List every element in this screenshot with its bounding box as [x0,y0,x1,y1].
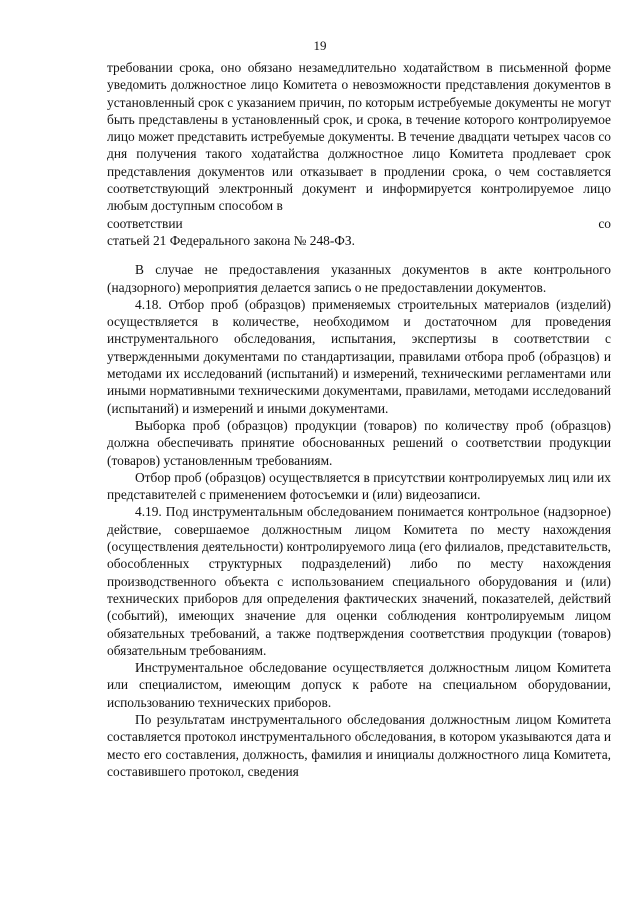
paragraph-inspection-performer: Инструментальное обследование осуществляется должностным лицом Комитета или специалистом, имеющим допуск к работе на специальном оборудовании, использованию технических приборов. [107,660,611,710]
paragraph-law-reference: статьей 21 Федерального закона № 248-ФЗ. [107,232,355,248]
paragraph-4-18-sampling: 4.18. Отбор проб (образцов) применяемых строительных материалов (изделий) осуществляется в количестве, необходимом и достаточном для проведения инструментального обследования, испытания, экспертизы в соответствии с утвержденными документами по стандартизации, правилами отбора проб (образцов) и методами их исследований (испытаний) и измерений, техническими регламентами или иными нормативными техническими документами, правилами, методами исследований (испытаний) и измерений и иными документами. [107,296,611,416]
document-body [107,59,611,780]
paragraph-sample-selection: Выборка проб (образцов) продукции (товаров) по количеству проб (образцов) должна обеспечивать принятие обоснованных решений о соответствии продукции (товаров) установленным требованиям. [107,417,611,468]
split-line-right: со [598,215,611,231]
paragraph-inspection-protocol: По результатам инструментального обследования должностным лицом Комитета составляется протокол инструментального обследования, в котором указываются дата и место его составления, должность, фамилия и инициалы должностного лица Комитета, составившего протокол, сведения [107,711,611,779]
paragraph-sampling-presence: Отбор проб (образцов) осуществляется в присутствии контролируемых лиц или их представителей с применением фотосъемки и (или) видеозаписи. [107,469,611,503]
split-line [107,215,611,232]
page-number: 19 [313,38,327,53]
paragraph-4-19-instrumental-inspection: 4.19. Под инструментальным обследованием понимается контрольное (надзорное) действие, совершаемое должностным лицом Комитета по месту нахождения (осуществления деятельности) контролируемого лица (его филиалов, представительств, обособленных структурных подразделений) либо по месту нахождения производственного объекта с использованием специального оборудования и (или) технических приборов для определения фактических значений, показателей, действий (событий), имеющих значение для оценки соблюдения контролируемым лицом обязательных требований, а также подтверждения соответствия продукции (товаров) обязательным требованиям. [107,504,611,658]
split-line-left: соответствии [107,215,183,231]
paragraph-missing-documents: В случае не предоставления указанных документов в акте контрольного (надзорного) мероприятия делается запись о не предоставлении документов. [107,262,611,295]
paragraph-deadline-extension: требовании срока, оно обязано незамедлительно ходатайством в письменной форме уведомить должностное лицо Комитета о невозможности представления документов в установленный срок с указанием причин, по которым истребуемые документы не могут быть представлены в установленный срок, и срока, в течение которого контролируемое лицо может представить истребуемые документы. В течение двадцати четырех часов со дня получения такого ходатайства должностное лицо Комитета продлевает срок представления документов или отказывает в продлении срока, о чем составляется соответствующий электронный документ и информируется контролируемое лицо любым доступным способом в [107,60,611,214]
